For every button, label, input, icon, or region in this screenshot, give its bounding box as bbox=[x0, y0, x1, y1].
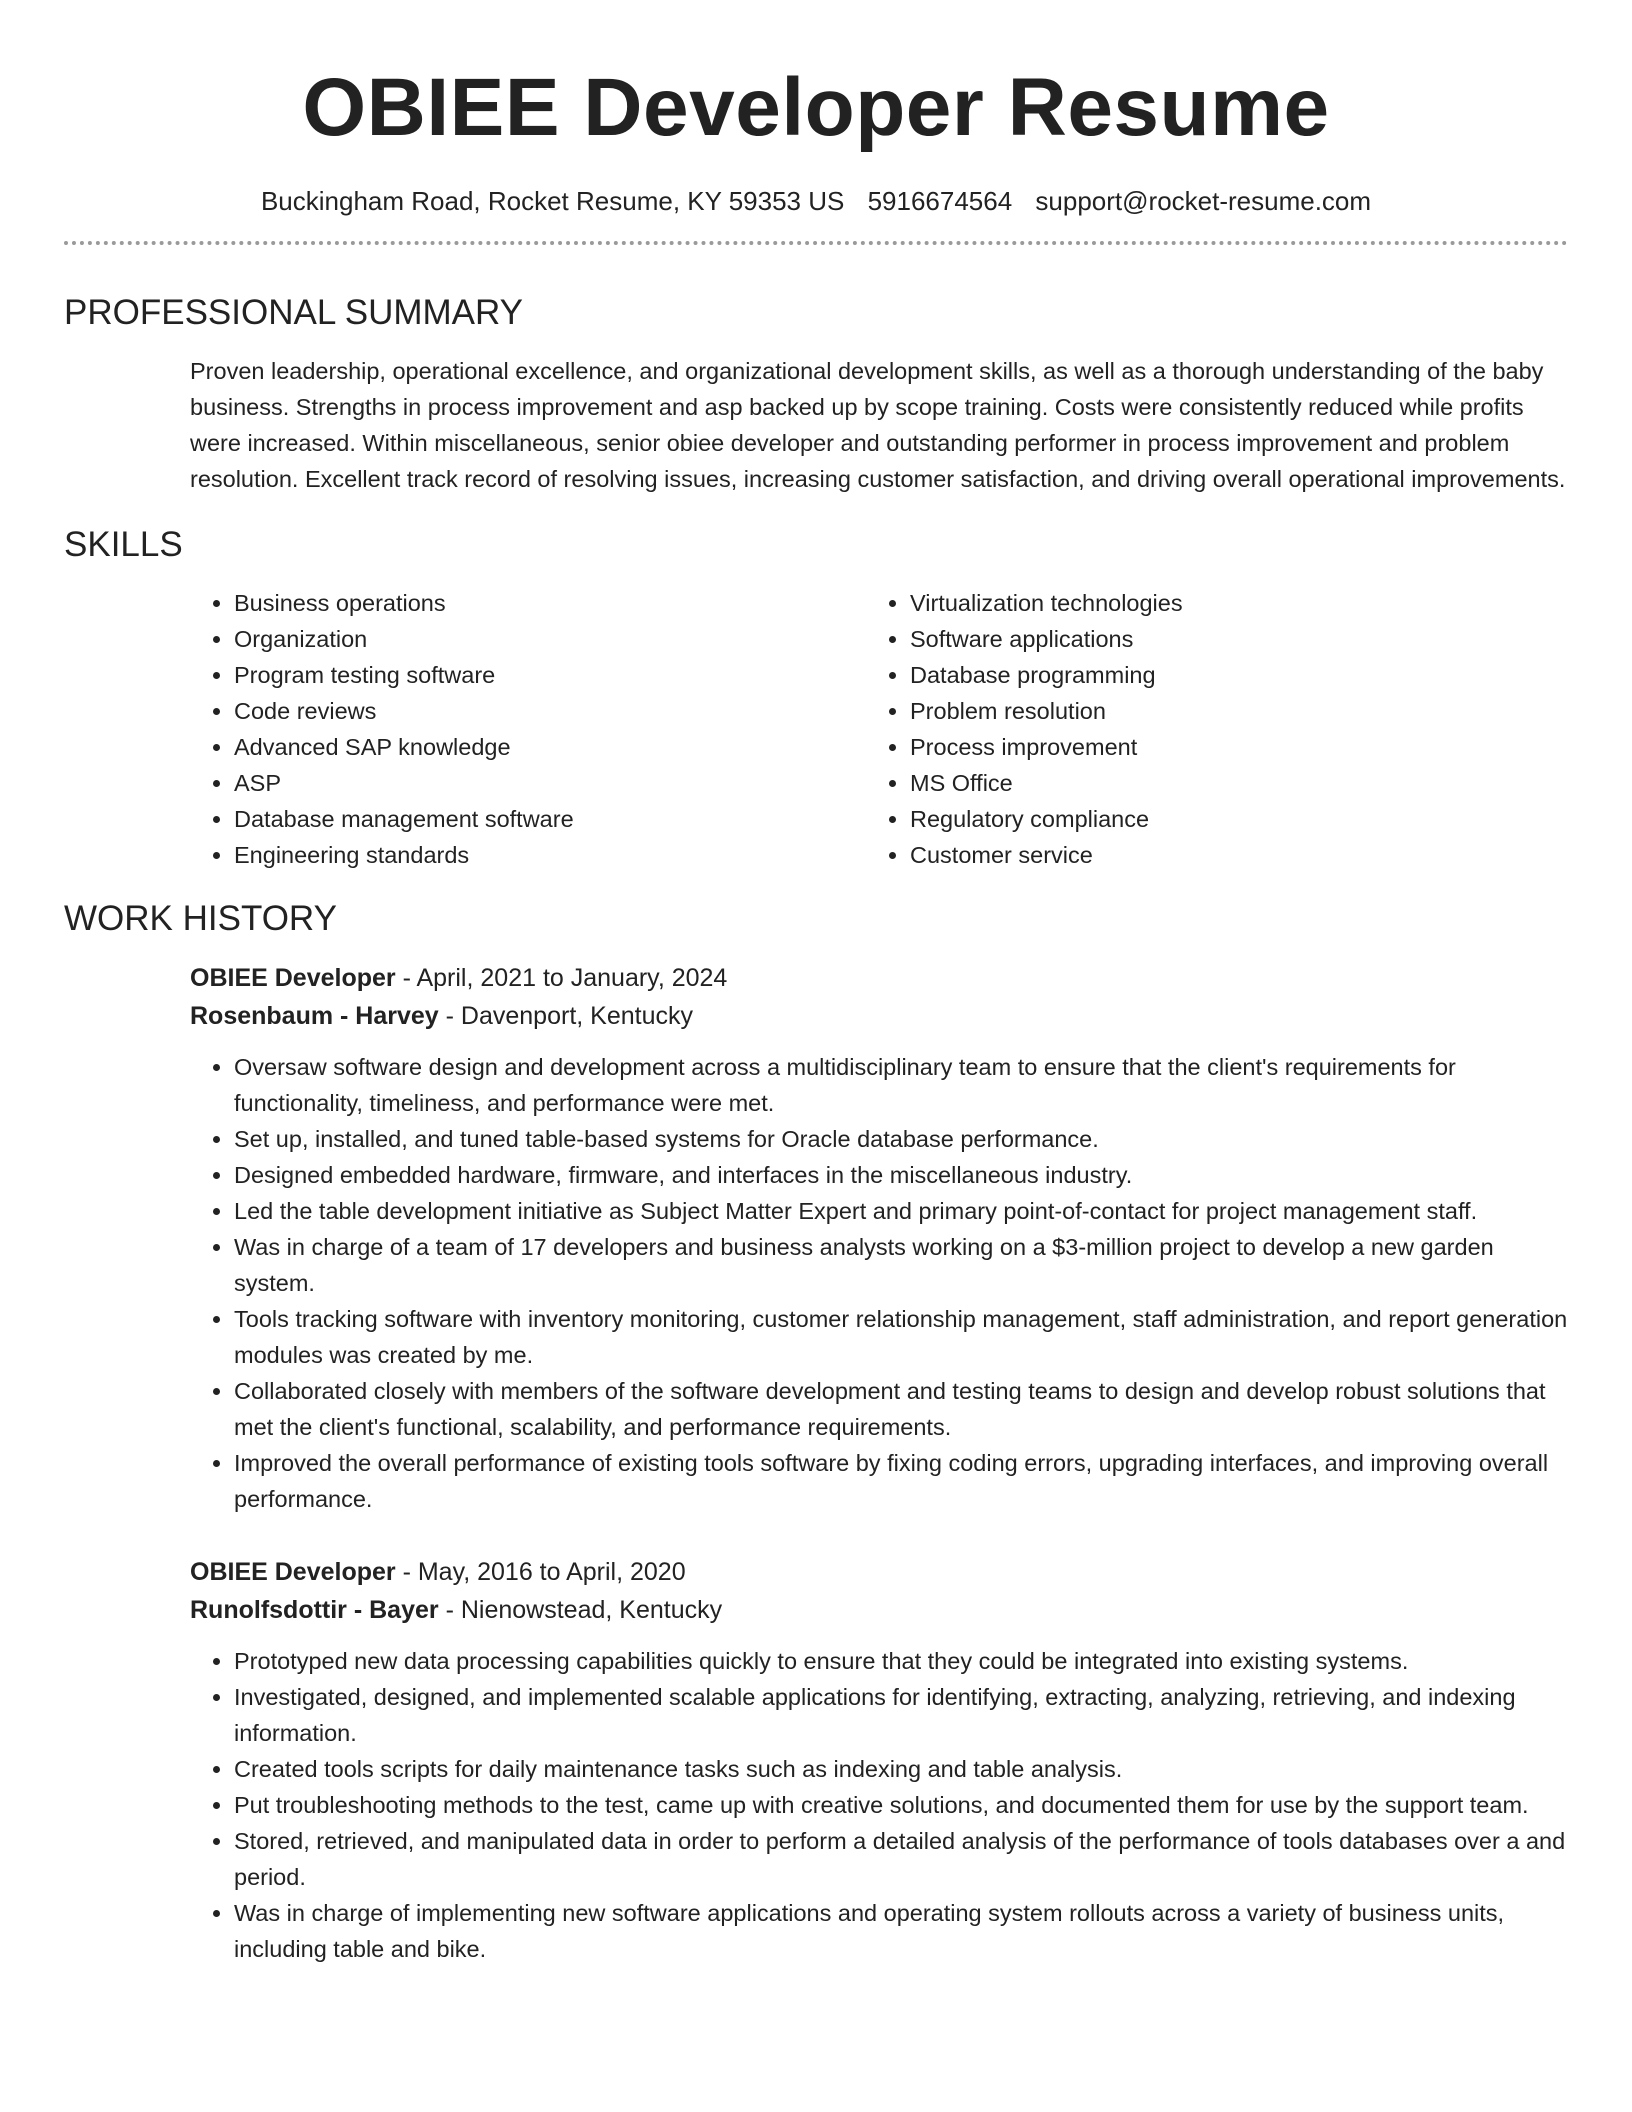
duty-item: • Investigated, designed, and implemented scalable applications for identifying, extracting, analyzing, retrieving, and indexing information. bbox=[234, 1679, 1568, 1751]
contact-phone: 5916674564 bbox=[867, 186, 1013, 216]
skill-item: • Customer service bbox=[910, 837, 1183, 873]
skill-item: • MS Office bbox=[910, 765, 1183, 801]
job-company: Runolfsdottir - Bayer bbox=[190, 1596, 439, 1624]
skill-item: • Virtualization technologies bbox=[910, 585, 1183, 621]
job-role: OBIEE Developer bbox=[190, 1558, 396, 1586]
duty-item: • Led the table development initiative as Subject Matter Expert and primary point-of-contact for project management staff. bbox=[234, 1193, 1568, 1229]
skill-item: • Business operations bbox=[234, 585, 866, 621]
job-duties bbox=[190, 1049, 1568, 1517]
skill-item: • Database management software bbox=[234, 801, 866, 837]
work-history-heading: WORK HISTORY bbox=[64, 899, 337, 938]
duty-item: • Created tools scripts for daily maintenance tasks such as indexing and table analysis. bbox=[234, 1751, 1568, 1787]
job-dates: - April, 2021 to January, 2024 bbox=[395, 964, 728, 992]
duty-item: • Improved the overall performance of existing tools software by fixing coding errors, upgrading interfaces, and improving overall performance. bbox=[234, 1445, 1568, 1517]
job-role-line bbox=[190, 1553, 1568, 1591]
skills-heading: SKILLS bbox=[64, 525, 183, 564]
skill-item: • Database programming bbox=[910, 657, 1183, 693]
skills-list bbox=[190, 585, 1568, 873]
contact-address: Buckingham Road, Rocket Resume, KY 59353 US bbox=[260, 186, 845, 216]
skill-item: • Code reviews bbox=[234, 693, 866, 729]
skill-item: • Engineering standards bbox=[234, 837, 866, 873]
duty-item: • Collaborated closely with members of the software development and testing teams to design and develop robust solutions that met the client's functional, scalability, and performance requirements. bbox=[234, 1373, 1568, 1445]
resume-title: OBIEE Developer Resume bbox=[302, 62, 1330, 153]
job-role: OBIEE Developer bbox=[190, 964, 396, 992]
job-location: - Davenport, Kentucky bbox=[438, 1002, 693, 1030]
duty-item: • Put troubleshooting methods to the test, came up with creative solutions, and documented them for use by the support team. bbox=[234, 1787, 1568, 1823]
job-dates: - May, 2016 to April, 2020 bbox=[395, 1558, 686, 1586]
job-entry bbox=[190, 1553, 1568, 1967]
skill-item: • Software applications bbox=[910, 621, 1183, 657]
duty-item: • Designed embedded hardware, firmware, and interfaces in the miscellaneous industry. bbox=[234, 1157, 1568, 1193]
skills-column-left bbox=[190, 585, 866, 873]
job-company: Rosenbaum - Harvey bbox=[190, 1002, 439, 1030]
summary-text: Proven leadership, operational excellence, and organizational development skills, as well as a thorough understanding of the baby business. Strengths in process improvement and asp backed up by scope training. Costs were consistently reduced while profits were increased. Within miscellaneous, senior obiee developer and outstanding performer in process improvement and problem resolution. Excellent track record of resolving issues, increasing customer satisfaction, and driving overall operational improvements. bbox=[190, 358, 1566, 492]
duty-item: • Prototyped new data processing capabilities quickly to ensure that they could be integrated into existing systems. bbox=[234, 1643, 1568, 1679]
skill-item: • Program testing software bbox=[234, 657, 866, 693]
job-entry bbox=[190, 959, 1568, 1517]
duty-item: • Stored, retrieved, and manipulated data in order to perform a detailed analysis of the performance of tools databases over a and period. bbox=[234, 1823, 1568, 1895]
duty-item: • Was in charge of a team of 17 developers and business analysts working on a $3-million project to develop a new garden system. bbox=[234, 1229, 1568, 1301]
skill-item: • ASP bbox=[234, 765, 866, 801]
skills-column-right bbox=[866, 585, 1183, 873]
header-divider bbox=[64, 241, 1568, 245]
duty-item: • Oversaw software design and development across a multidisciplinary team to ensure that the client's requirements for functionality, timeliness, and performance were met. bbox=[234, 1049, 1568, 1121]
skill-item: • Problem resolution bbox=[910, 693, 1183, 729]
job-duties bbox=[190, 1643, 1568, 1967]
skill-item: • Organization bbox=[234, 621, 866, 657]
duty-item: • Was in charge of implementing new software applications and operating system rollouts across a variety of business units, including table and bike. bbox=[234, 1895, 1568, 1967]
summary-heading: PROFESSIONAL SUMMARY bbox=[64, 293, 523, 332]
contact-email: support@rocket-resume.com bbox=[1035, 186, 1372, 216]
skill-item: • Regulatory compliance bbox=[910, 801, 1183, 837]
duty-item: • Set up, installed, and tuned table-based systems for Oracle database performance. bbox=[234, 1121, 1568, 1157]
job-company-line bbox=[190, 1591, 1568, 1629]
job-location: - Nienowstead, Kentucky bbox=[438, 1596, 723, 1624]
job-company-line bbox=[190, 997, 1568, 1035]
skill-item: • Advanced SAP knowledge bbox=[234, 729, 866, 765]
job-role-line bbox=[190, 959, 1568, 997]
duty-item: • Tools tracking software with inventory monitoring, customer relationship management, staff administration, and report generation modules was created by me. bbox=[234, 1301, 1568, 1373]
contact-line bbox=[64, 184, 1568, 218]
skill-item: • Process improvement bbox=[910, 729, 1183, 765]
